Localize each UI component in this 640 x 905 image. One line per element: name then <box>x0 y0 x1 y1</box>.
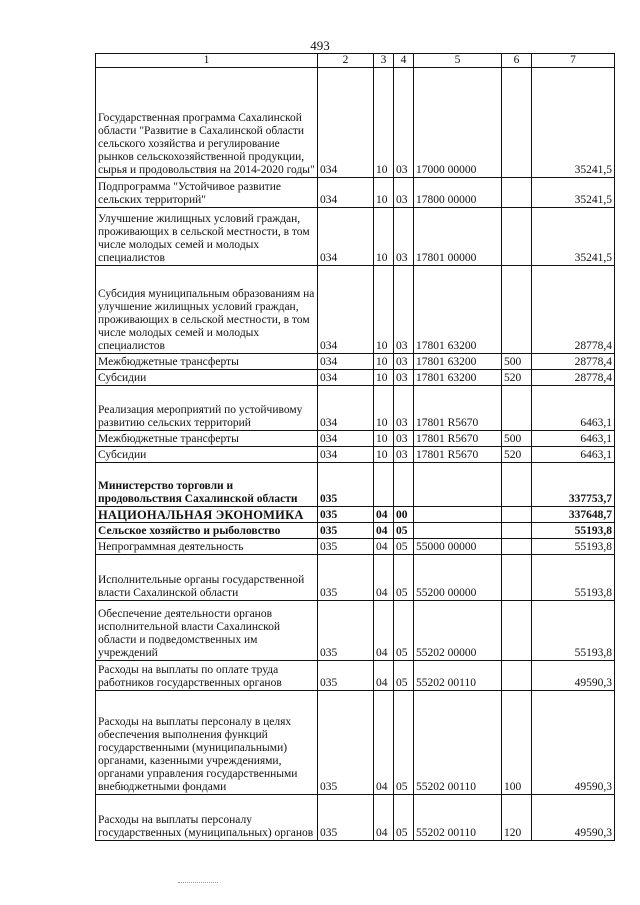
column-header: 7 <box>532 54 615 68</box>
table-row <box>96 208 615 266</box>
row-code-cell: 034 <box>318 431 374 447</box>
row-subsection-cell: 05 <box>394 539 414 555</box>
row-code-cell: 035 <box>318 523 374 539</box>
row-name-cell: Исполнительные органы государственной власти Сахалинской области <box>96 555 318 601</box>
row-code-cell: 035 <box>318 795 374 841</box>
row-target-cell <box>414 523 502 539</box>
row-code-cell: 035 <box>318 539 374 555</box>
table-row <box>96 555 615 601</box>
row-name-cell: Субсидия муниципальным образованиям на улучшение жилищных условий граждан, проживающих в сельской местности, в том числе молодых семей и молодых специалистов <box>96 266 318 354</box>
row-subsection-cell: 03 <box>394 178 414 208</box>
row-name-cell: НАЦИОНАЛЬНАЯ ЭКОНОМИКА <box>96 507 318 523</box>
row-amount-cell: 49590,3 <box>532 795 615 841</box>
row-amount-cell: 35241,5 <box>532 178 615 208</box>
row-amount-cell: 55193,8 <box>532 539 615 555</box>
table-row <box>96 178 615 208</box>
row-code-cell: 034 <box>318 386 374 431</box>
row-target-cell: 17801 63200 <box>414 370 502 386</box>
column-header: 1 <box>96 54 318 68</box>
table-row <box>96 354 615 370</box>
row-subsection-cell: 05 <box>394 691 414 795</box>
row-subsection-cell: 03 <box>394 266 414 354</box>
row-code-cell: 034 <box>318 266 374 354</box>
row-target-cell: 55202 00000 <box>414 601 502 661</box>
table-row <box>96 661 615 691</box>
row-name-cell: Подпрограмма "Устойчивое развитие сельских территорий" <box>96 178 318 208</box>
row-type-cell <box>502 386 532 431</box>
row-section-cell: 04 <box>374 795 394 841</box>
row-subsection-cell: 03 <box>394 431 414 447</box>
row-type-cell <box>502 601 532 661</box>
row-target-cell: 17801 63200 <box>414 354 502 370</box>
column-header: 5 <box>414 54 502 68</box>
table-row <box>96 539 615 555</box>
row-type-cell: 500 <box>502 354 532 370</box>
row-subsection-cell: 03 <box>394 208 414 266</box>
row-amount-cell: 49590,3 <box>532 691 615 795</box>
row-name-cell: Непрограммная деятельность <box>96 539 318 555</box>
row-subsection-cell: 03 <box>394 447 414 463</box>
row-section-cell: 10 <box>374 447 394 463</box>
row-section-cell: 10 <box>374 266 394 354</box>
row-section-cell: 10 <box>374 354 394 370</box>
row-section-cell: 10 <box>374 178 394 208</box>
table-row <box>96 507 615 523</box>
row-name-cell: Государственная программа Сахалинской области "Развитие в Сахалинской области сельского хозяйства и регулирование рынков сельскохозяйственной продукции, сырья и продовольствия на 2014-2020 годы" <box>96 68 318 178</box>
row-section-cell: 10 <box>374 431 394 447</box>
row-section-cell: 04 <box>374 507 394 523</box>
row-amount-cell: 337753,7 <box>532 463 615 507</box>
row-name-cell: Расходы на выплаты по оплате труда работников государственных органов <box>96 661 318 691</box>
row-subsection-cell: 03 <box>394 386 414 431</box>
row-section-cell: 10 <box>374 208 394 266</box>
row-code-cell: 035 <box>318 463 374 507</box>
row-subsection-cell: 05 <box>394 795 414 841</box>
row-target-cell: 17801 R5670 <box>414 431 502 447</box>
row-amount-cell: 49590,3 <box>532 661 615 691</box>
row-type-cell <box>502 661 532 691</box>
row-type-cell: 520 <box>502 370 532 386</box>
row-name-cell: Расходы на выплаты персоналу государственных (муниципальных) органов <box>96 795 318 841</box>
row-amount-cell: 6463,1 <box>532 447 615 463</box>
row-type-cell <box>502 68 532 178</box>
table-row <box>96 691 615 795</box>
row-section-cell: 10 <box>374 68 394 178</box>
row-subsection-cell: 03 <box>394 354 414 370</box>
row-name-cell: Расходы на выплаты персоналу в целях обеспечения выполнения функций государственными (муниципальными) органами, казенными учреждениями, органами управления государственными внебюджетными фондами <box>96 691 318 795</box>
row-code-cell: 034 <box>318 447 374 463</box>
row-amount-cell: 35241,5 <box>532 208 615 266</box>
row-section-cell: 04 <box>374 523 394 539</box>
row-name-cell: Обеспечение деятельности органов исполнительной власти Сахалинской области и подведомственных им учреждений <box>96 601 318 661</box>
row-subsection-cell: 03 <box>394 68 414 178</box>
table-row <box>96 601 615 661</box>
row-subsection-cell: 05 <box>394 661 414 691</box>
row-type-cell <box>502 208 532 266</box>
row-subsection-cell: 05 <box>394 601 414 661</box>
row-target-cell: 55200 00000 <box>414 555 502 601</box>
row-type-cell <box>502 463 532 507</box>
column-header: 6 <box>502 54 532 68</box>
row-amount-cell: 28778,4 <box>532 266 615 354</box>
row-target-cell: 55000 00000 <box>414 539 502 555</box>
row-target-cell: 55202 00110 <box>414 691 502 795</box>
row-code-cell: 034 <box>318 178 374 208</box>
row-section-cell <box>374 463 394 507</box>
row-amount-cell: 337648,7 <box>532 507 615 523</box>
row-code-cell: 034 <box>318 370 374 386</box>
row-code-cell: 034 <box>318 68 374 178</box>
row-code-cell: 034 <box>318 354 374 370</box>
row-subsection-cell: 05 <box>394 555 414 601</box>
page-number: 493 <box>310 38 330 53</box>
row-name-cell: Субсидии <box>96 447 318 463</box>
row-type-cell <box>502 539 532 555</box>
budget-table <box>95 53 615 841</box>
row-section-cell: 04 <box>374 601 394 661</box>
row-subsection-cell: 00 <box>394 507 414 523</box>
row-subsection-cell: 03 <box>394 370 414 386</box>
row-type-cell <box>502 555 532 601</box>
row-name-cell: Реализация мероприятий по устойчивому развитию сельских территорий <box>96 386 318 431</box>
row-name-cell: Сельское хозяйство и рыболовство <box>96 523 318 539</box>
row-type-cell <box>502 178 532 208</box>
table-row <box>96 447 615 463</box>
column-header: 2 <box>318 54 374 68</box>
row-name-cell: Улучшение жилищных условий граждан, проживающих в сельской местности, в том числе молодых семей и молодых специалистов <box>96 208 318 266</box>
row-type-cell <box>502 266 532 354</box>
table-row <box>96 463 615 507</box>
row-target-cell: 17801 00000 <box>414 208 502 266</box>
row-code-cell: 034 <box>318 208 374 266</box>
row-target-cell: 55202 00110 <box>414 795 502 841</box>
row-target-cell <box>414 507 502 523</box>
row-amount-cell: 55193,8 <box>532 523 615 539</box>
row-name-cell: Министерство торговли и продовольствия Сахалинской области <box>96 463 318 507</box>
row-target-cell: 17801 63200 <box>414 266 502 354</box>
row-target-cell <box>414 463 502 507</box>
table-row <box>96 370 615 386</box>
row-type-cell <box>502 507 532 523</box>
row-type-cell: 120 <box>502 795 532 841</box>
row-target-cell: 55202 00110 <box>414 661 502 691</box>
row-type-cell: 100 <box>502 691 532 795</box>
row-section-cell: 04 <box>374 661 394 691</box>
row-target-cell: 17801 R5670 <box>414 386 502 431</box>
row-subsection-cell: 05 <box>394 523 414 539</box>
column-header: 3 <box>374 54 394 68</box>
column-header: 4 <box>394 54 414 68</box>
row-code-cell: 035 <box>318 601 374 661</box>
row-name-cell: Субсидии <box>96 370 318 386</box>
table-row <box>96 795 615 841</box>
row-section-cell: 10 <box>374 386 394 431</box>
row-type-cell: 520 <box>502 447 532 463</box>
row-type-cell: 500 <box>502 431 532 447</box>
row-amount-cell: 35241,5 <box>532 68 615 178</box>
row-section-cell: 10 <box>374 370 394 386</box>
row-code-cell: 035 <box>318 555 374 601</box>
table-row <box>96 523 615 539</box>
table-row <box>96 431 615 447</box>
row-section-cell: 04 <box>374 691 394 795</box>
row-amount-cell: 28778,4 <box>532 370 615 386</box>
scan-mark <box>178 882 218 884</box>
row-name-cell: Межбюджетные трансферты <box>96 431 318 447</box>
row-section-cell: 04 <box>374 539 394 555</box>
row-subsection-cell <box>394 463 414 507</box>
row-target-cell: 17000 00000 <box>414 68 502 178</box>
row-amount-cell: 6463,1 <box>532 431 615 447</box>
row-amount-cell: 6463,1 <box>532 386 615 431</box>
row-code-cell: 035 <box>318 691 374 795</box>
row-amount-cell: 28778,4 <box>532 354 615 370</box>
row-amount-cell: 55193,8 <box>532 555 615 601</box>
column-number-row <box>96 54 615 68</box>
row-code-cell: 035 <box>318 661 374 691</box>
table-row <box>96 386 615 431</box>
row-section-cell: 04 <box>374 555 394 601</box>
row-type-cell <box>502 523 532 539</box>
row-target-cell: 17800 00000 <box>414 178 502 208</box>
row-target-cell: 17801 R5670 <box>414 447 502 463</box>
row-code-cell: 035 <box>318 507 374 523</box>
row-amount-cell: 55193,8 <box>532 601 615 661</box>
table-row <box>96 68 615 178</box>
row-name-cell: Межбюджетные трансферты <box>96 354 318 370</box>
table-row <box>96 266 615 354</box>
